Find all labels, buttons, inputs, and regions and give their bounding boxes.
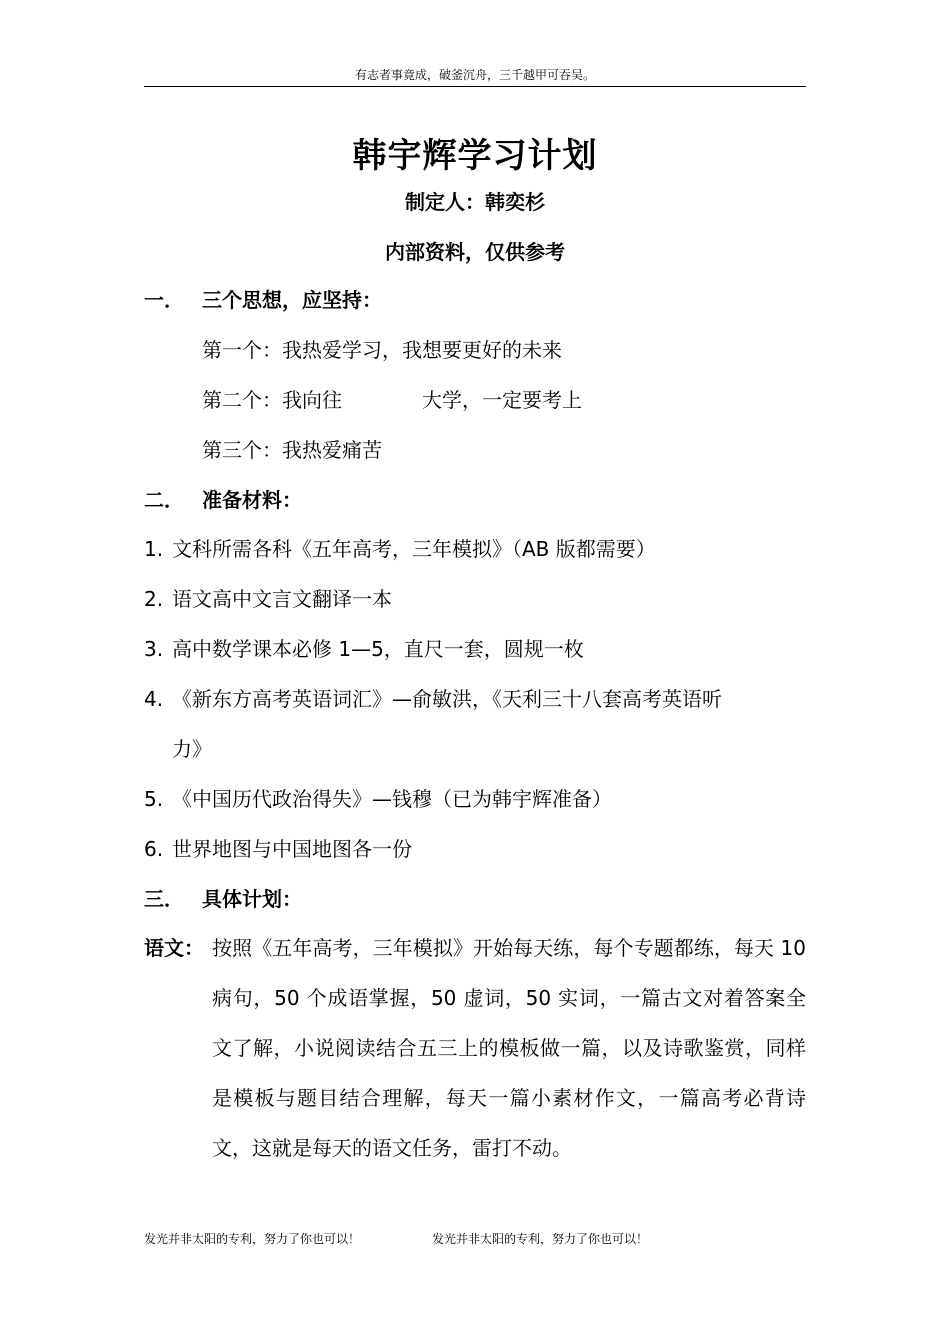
list-number: 4. [144,687,164,711]
list-number: 5. [144,787,164,811]
list-text: 高中数学课本必修 1—5，直尺一套，圆规一枚 [172,637,584,661]
idea-item [202,385,582,415]
section-3-heading [144,884,302,914]
list-text: 《新东方高考英语词汇》—俞敏洪，《天利三十八套高考英语听 [172,687,722,711]
list-number: 6. [144,837,164,861]
section-3-title: 具体计划： [202,887,302,911]
section-3-number: 三． [144,887,184,911]
section-1-number: 一． [144,288,184,312]
list-number: 3. [144,637,164,661]
section-2-number: 二． [144,488,184,512]
footer-right: 发光并非太阳的专利，努力了你也可以！ [432,1232,649,1246]
list-text: 世界地图与中国地图各一份 [172,837,412,861]
idea-item: 第三个：我热爱痛苦 [202,438,382,462]
list-number: 2. [144,587,164,611]
list-text: 文科所需各科《五年高考，三年模拟》（AB 版都需要） [172,537,656,561]
chinese-plan-paragraph [144,923,806,1173]
chinese-plan-text: 按照《五年高考，三年模拟》开始每天练，每个专题都练，每天 10 病句，50 个成语掌握，50 虚词，50 实词，一篇古文对着答案全文了解，小说阅读结合五三上的模板做一篇，以及诗歌鉴赏，同样是模板与题目结合理解，每天一篇小素材作文，一篇高考必背诗文，这就是每天的语文任务，雷打不动。 [212,936,806,1160]
material-item [144,684,722,714]
idea-item-part: 第二个：我向往 [202,388,342,412]
section-1-heading [144,285,382,315]
footer-left: 发光并非太阳的专利，努力了你也可以！ [144,1232,361,1246]
document-note: 内部资料，仅供参考 [385,240,565,264]
chinese-label: 语文： [144,936,204,960]
section-2-heading [144,485,302,515]
idea-item: 第一个：我热爱学习，我想要更好的未来 [202,338,562,362]
document-author: 制定人：韩奕杉 [405,190,545,214]
material-item [144,784,612,814]
list-text: 语文高中文言文翻译一本 [172,587,392,611]
idea-item-part: 大学，一定要考上 [422,388,582,412]
section-2-title: 准备材料： [202,488,302,512]
list-text-continued: 力》 [172,737,212,761]
material-item [144,534,656,564]
section-1-title: 三个思想，应坚持： [202,288,382,312]
list-text: 《中国历代政治得失》—钱穆（已为韩宇辉准备） [172,787,612,811]
header-motto: 有志者事竟成，破釜沉舟，三千越甲可吞吴。 [354,68,595,82]
list-number: 1. [144,537,164,561]
material-item [144,834,412,864]
document-title: 韩宇辉学习计划 [352,136,598,176]
material-item [144,584,392,614]
header-rule [144,86,806,87]
material-item [144,634,584,664]
